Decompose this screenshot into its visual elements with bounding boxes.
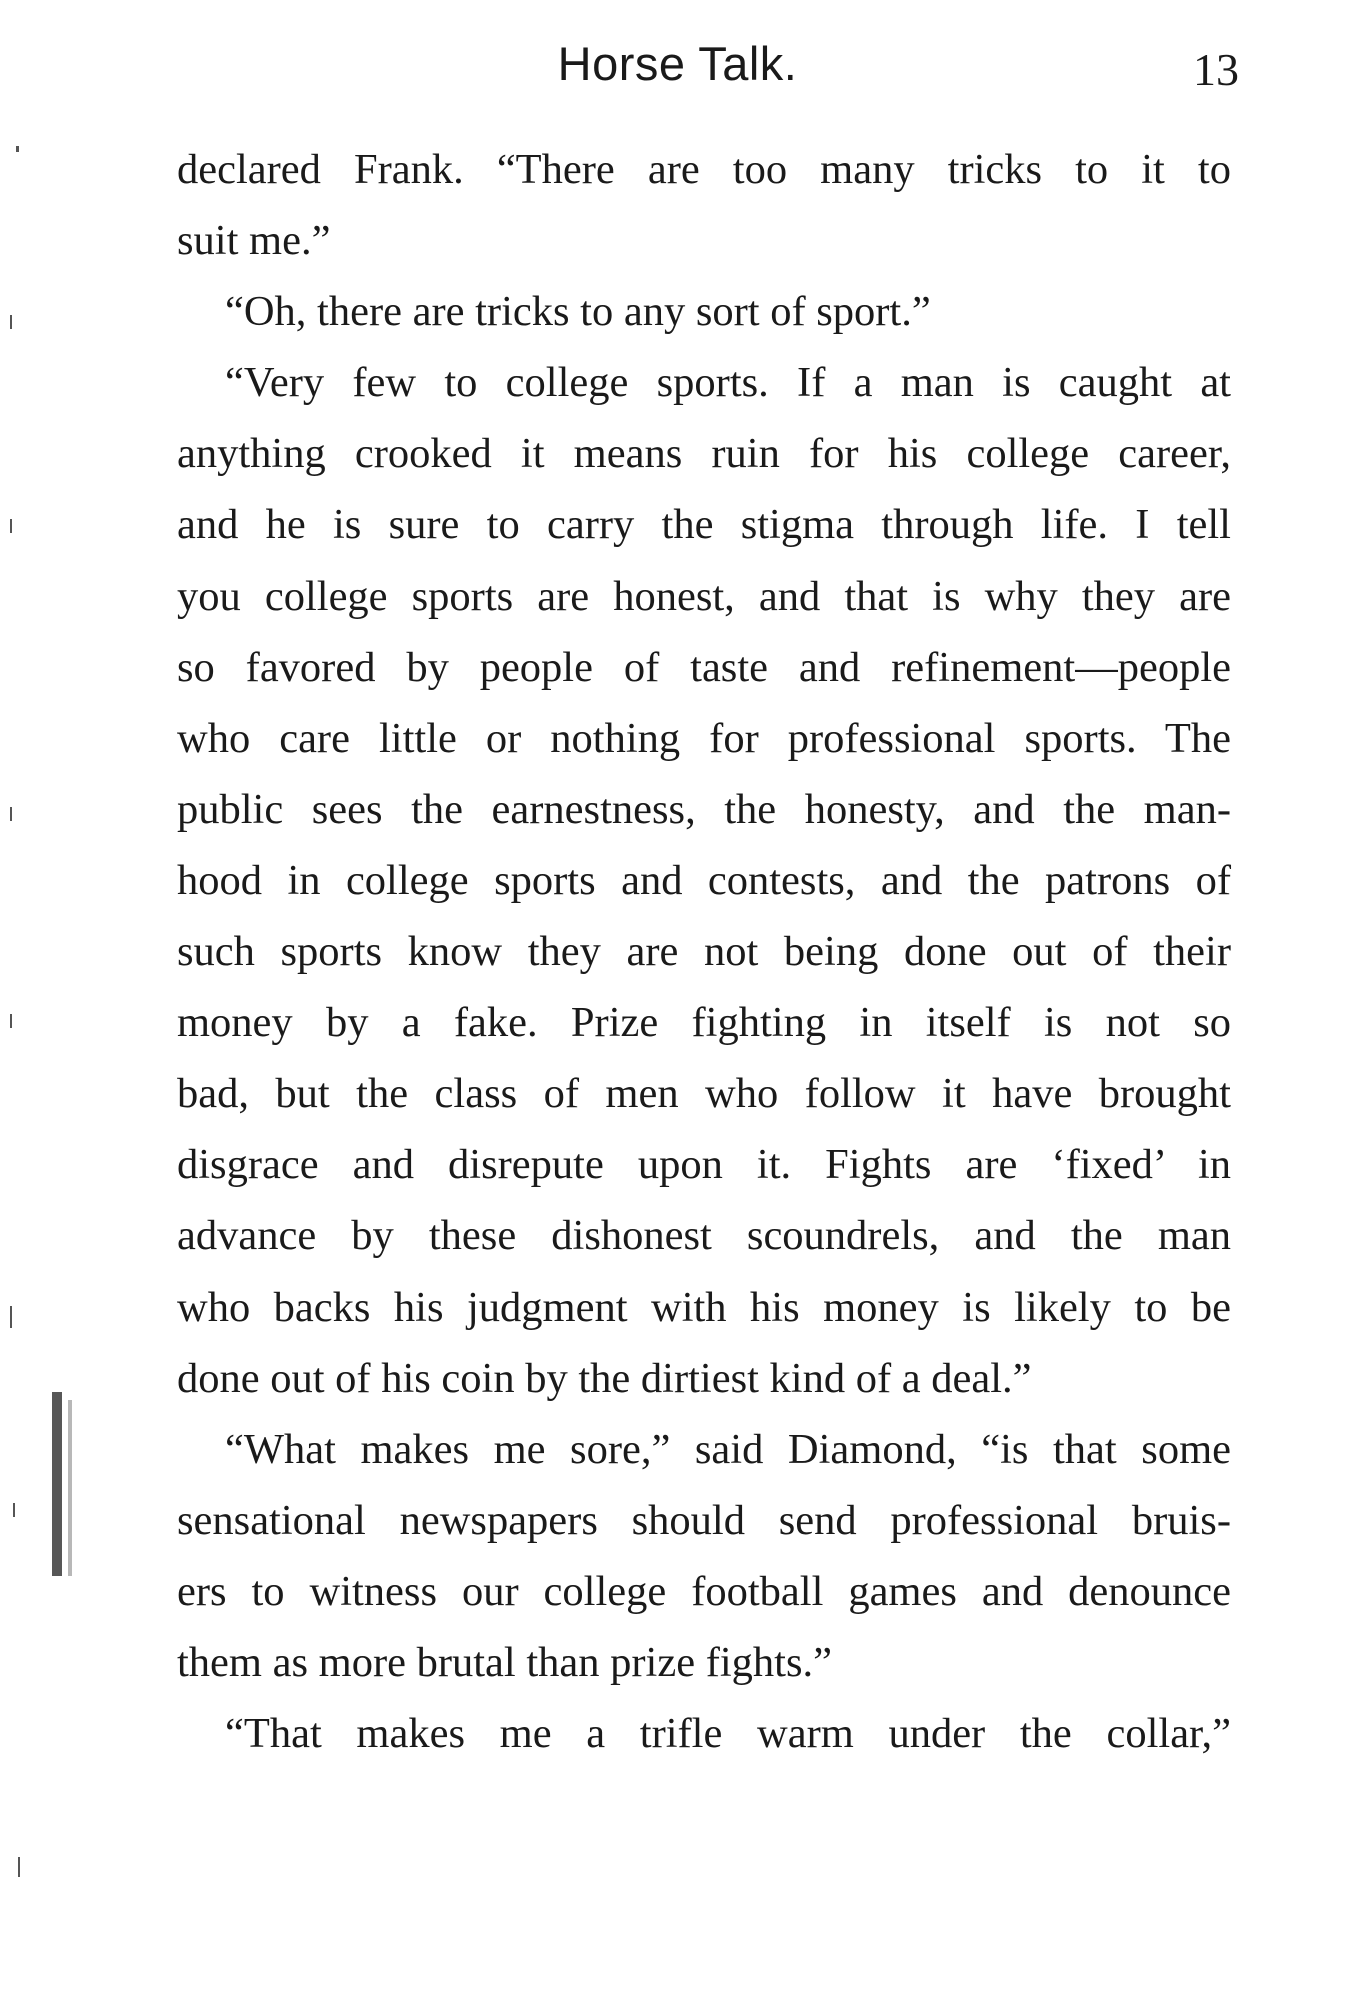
scan-speck [10, 1306, 12, 1328]
text-line: hood in college sports and contests, and the patrons of [177, 856, 1231, 904]
text-line: who backs his judgment with his money is likely to be [177, 1283, 1231, 1331]
scan-speck [10, 807, 12, 821]
text-line: sensational newspapers should send professional bruis- [177, 1496, 1231, 1544]
text-line: “That makes me a trifle warm under the collar,” [225, 1710, 1231, 1758]
scan-speck [10, 315, 12, 329]
text-line: suit me.” [177, 217, 331, 265]
scan-binding-edge [52, 1392, 62, 1576]
text-line: disgrace and disrepute upon it. Fights are ‘fixed’ in [177, 1141, 1231, 1189]
text-line: bad, but the class of men who follow it have brought [177, 1070, 1231, 1118]
scan-speck [18, 1857, 20, 1877]
running-title: Horse Talk. [557, 37, 798, 90]
text-line: them as more brutal than prize fights.” [177, 1638, 832, 1686]
scan-speck [10, 1014, 12, 1028]
text-line: money by a fake. Prize fighting in itself is not so [177, 999, 1231, 1047]
scan-speck [16, 146, 19, 152]
scan-speck [13, 1503, 15, 1517]
text-line: “What makes me sore,” said Diamond, “is that some [225, 1425, 1231, 1473]
text-line: done out of his coin by the dirtiest kind of a deal.” [177, 1354, 1032, 1402]
text-line: public sees the earnestness, the honesty, and the man- [177, 785, 1231, 833]
page-number: 13 [1193, 44, 1239, 95]
text-line: “Very few to college sports. If a man is caught at [225, 359, 1231, 407]
text-line: “Oh, there are tricks to any sort of sport.” [225, 288, 931, 336]
scan-margin-marks [0, 0, 120, 2013]
scan-binding-edge [68, 1400, 72, 1576]
text-line: anything crooked it means ruin for his college career, [177, 430, 1231, 478]
text-line: ers to witness our college football games and denounce [177, 1567, 1231, 1615]
running-header [0, 34, 1355, 94]
text-line: who care little or nothing for professional sports. The [177, 714, 1231, 762]
text-line: advance by these dishonest scoundrels, and the man [177, 1212, 1231, 1260]
scan-speck [10, 519, 12, 533]
page-body-text [177, 134, 1231, 1769]
text-line: and he is sure to carry the stigma through life. I tell [177, 501, 1231, 549]
text-line: so favored by people of taste and refinement—people [177, 643, 1231, 691]
text-line: declared Frank. “There are too many tricks to it to [177, 146, 1231, 193]
text-line: such sports know they are not being done out of their [177, 928, 1231, 976]
text-line: you college sports are honest, and that is why they are [177, 572, 1231, 620]
